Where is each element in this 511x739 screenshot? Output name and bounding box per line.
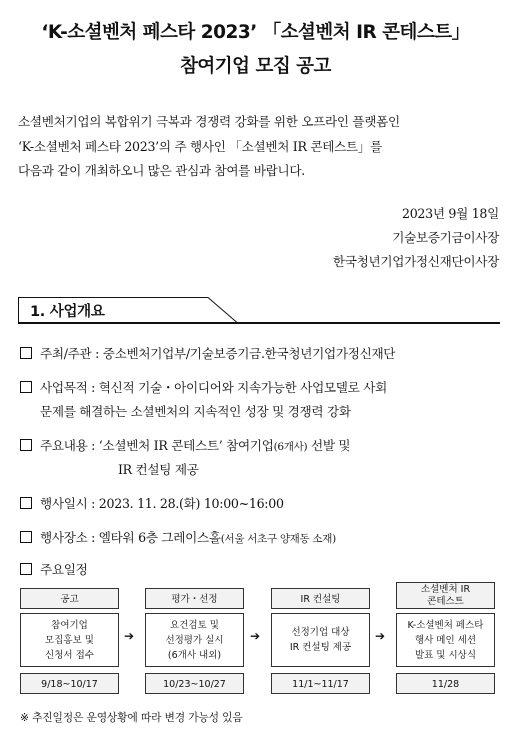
item-venue <box>20 527 336 546</box>
item-venue-text: 행사장소 : 엘타워 6층 그레이스홀 <box>40 530 221 545</box>
item-content-continued: IR 컨설팅 제공 <box>118 462 199 477</box>
item-timeline-text: 주요일정 <box>40 562 88 577</box>
checkbox-icon <box>20 347 32 359</box>
item-purpose-continued: 문제를 해결하는 소셜벤처의 지속적인 성장 및 경쟁력 강화 <box>40 404 351 419</box>
checkbox-icon <box>20 381 32 393</box>
item-purpose <box>20 377 387 396</box>
checkbox-icon <box>20 497 32 509</box>
item-content <box>20 435 350 454</box>
title-line-1: ‘K-소셜벤처 페스타 2023’ 「소셜벤처 IR 콘테스트」 <box>41 22 470 43</box>
intro-line-2: ‘K-소셜벤처 페스타 2023’의 주 행사인 「소셜벤처 IR 콘테스트」를 <box>18 139 382 154</box>
checkbox-icon <box>20 563 32 575</box>
item-date <box>20 493 284 512</box>
timeline-step-1-head: 공고 <box>20 588 119 609</box>
timeline-step-2-date: 10/23~10/27 <box>145 673 244 694</box>
signatory-2: 한국청년기업가정신재단이사장 <box>332 254 499 269</box>
timeline-step-4-date: 11/28 <box>396 673 495 694</box>
checkbox-icon <box>20 439 32 451</box>
item-content-tail: 선발 및 <box>307 438 351 453</box>
timeline-step-1-date: 9/18~10/17 <box>20 673 119 694</box>
item-host <box>20 343 395 362</box>
item-date-text: 행사일시 : 2023. 11. 28.(화) 10:00~16:00 <box>40 496 284 511</box>
arrow-right-icon: ➔ <box>250 629 261 643</box>
item-venue-address: (서울 서초구 양재동 소재) <box>220 533 336 545</box>
footnote: ※ 추진일정은 운영상황에 따라 변경 가능성 있음 <box>20 711 243 724</box>
item-timeline <box>20 559 87 578</box>
signatory-1: 기술보증기금이사장 <box>392 230 499 245</box>
checkbox-icon <box>20 531 32 543</box>
section-header <box>18 297 238 323</box>
timeline-step-3-body: 선정기업 대상 IR 컨설팅 제공 <box>271 613 370 667</box>
intro-line-1: 소셜벤처기업의 복합위기 극복과 경쟁력 강화를 위한 오프라인 플랫폼인 <box>18 114 400 129</box>
announcement-date: 2023년 9월 18일 <box>402 206 499 221</box>
arrow-right-icon: ➔ <box>124 629 135 643</box>
timeline-step-4-head: 소셜벤처 IR 콘테스트 <box>396 582 495 609</box>
item-purpose-text: 사업목적 : 혁신적 기술・아이디어와 지속가능한 사업모델로 사회 <box>40 380 387 395</box>
timeline-step-3-date: 11/1~11/17 <box>271 673 370 694</box>
timeline-step-4-body: K-소셜벤처 페스타 행사 메인 세션 발표 및 시상식 <box>396 613 495 667</box>
item-content-count: (6개사) <box>273 441 308 453</box>
section-rule <box>18 322 500 324</box>
item-host-text: 주최/주관 : 중소벤처기업부/기술보증기금.한국청년기업가정신재단 <box>40 346 396 361</box>
section-title: 1. 사업개요 <box>30 304 105 320</box>
timeline-step-3-head: IR 컨설팅 <box>271 588 370 609</box>
timeline-step-2-head: 평가・선정 <box>145 588 244 609</box>
timeline-step-2-body: 요건검토 및 선정평가 실시 (6개사 내외) <box>145 613 244 667</box>
title-line-2: 참여기업 모집 공고 <box>180 56 331 77</box>
arrow-right-icon: ➔ <box>375 629 386 643</box>
intro-line-3: 다음과 같이 개최하오니 많은 관심과 참여를 바랍니다. <box>18 163 305 178</box>
timeline-step-1-body: 참여기업 모집홍보 및 신청서 접수 <box>20 613 119 667</box>
item-content-text: 주요내용 : ‘소셜벤처 IR 콘테스트’ 참여기업 <box>40 438 274 453</box>
